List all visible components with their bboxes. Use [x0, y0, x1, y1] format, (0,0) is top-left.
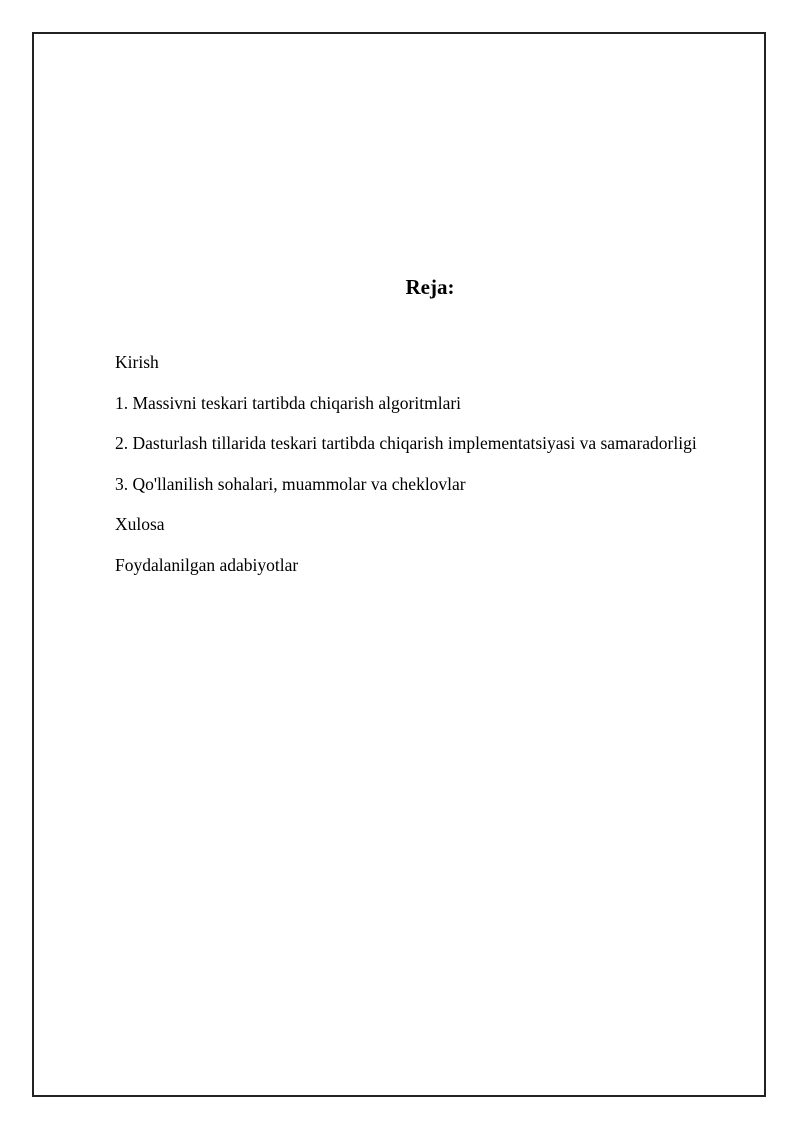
plan-list — [115, 350, 697, 593]
plan-item-chapter-2: 2. Dasturlash tillarida teskari tartibda chiqarish implementatsiyasi va samaradorligi — [115, 433, 697, 453]
plan-item-conclusion: Xulosa — [115, 514, 165, 534]
plan-item-references: Foydalanilgan adabiyotlar — [115, 554, 299, 575]
plan-item-chapter-1: 1. Massivni teskari tartibda chiqarish algoritmlari — [115, 392, 462, 413]
plan-item-chapter-3: 3. Qo'llanilish sohalari, muammolar va cheklovlar — [115, 473, 466, 494]
plan-item-introduction: Kirish — [115, 352, 159, 372]
page-title: Reja: — [405, 275, 455, 299]
